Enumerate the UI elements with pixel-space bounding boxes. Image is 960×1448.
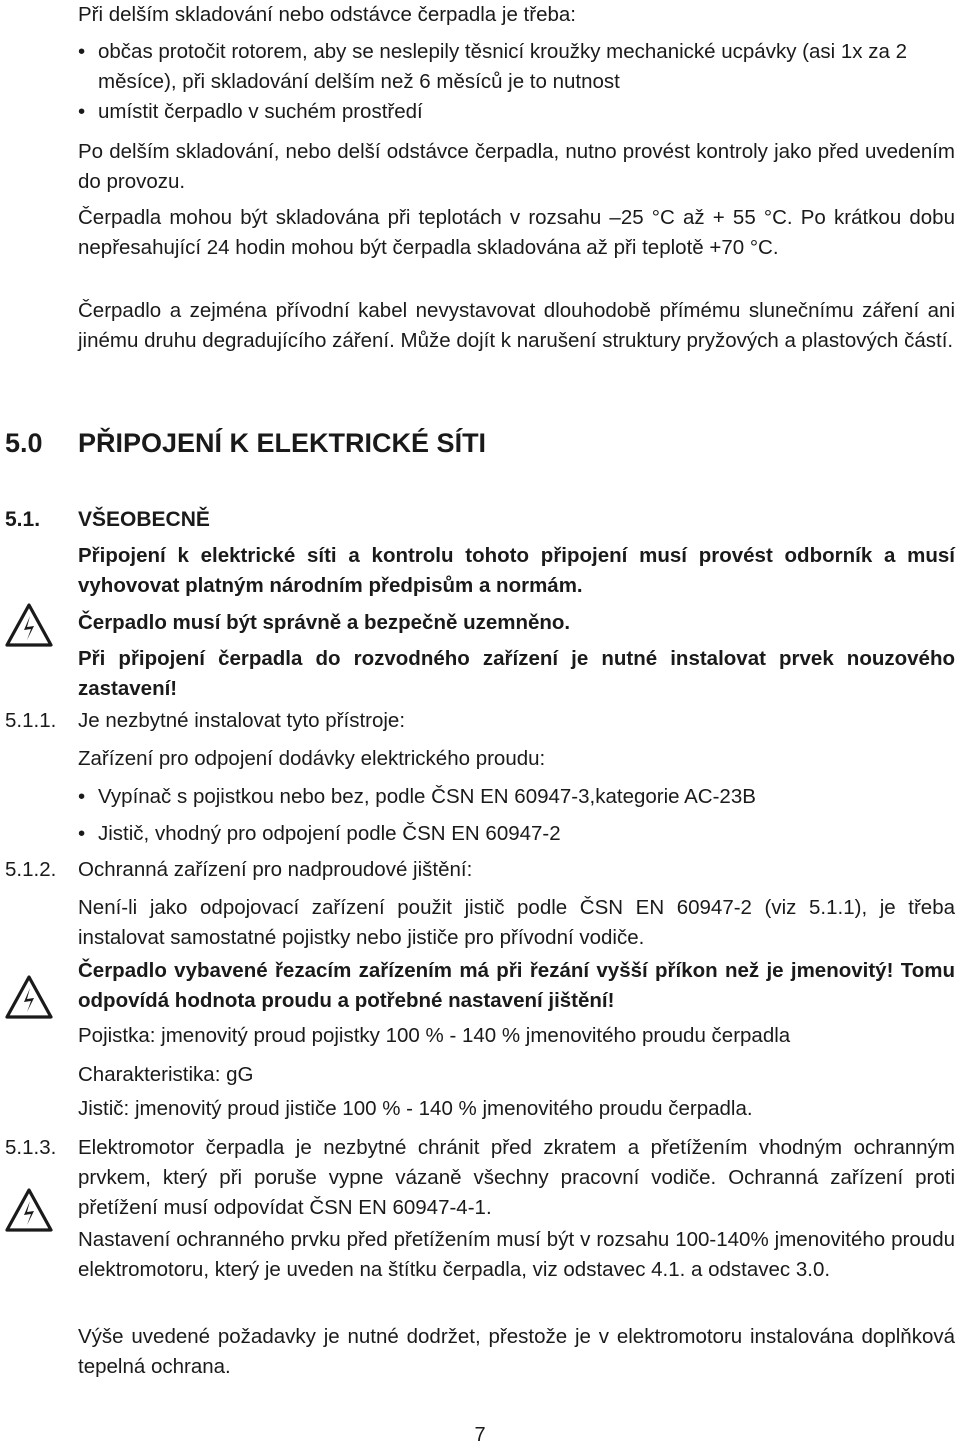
warning-text-qualified: Připojení k elektrické síti a kontrolu tohoto připojení musí provést odborník a musí vyhovovat platným národním předpisům a normám. (78, 544, 955, 597)
fuse-spec: Pojistka: jmenovitý proud pojistky 100 % - 140 % jmenovitého proudu čerpadla (78, 1024, 791, 1047)
disconnect-devices-heading: Zařízení pro odpojení dodávky elektrického proudu: (78, 747, 546, 770)
characteristic-spec: Charakteristika: gG (78, 1063, 254, 1086)
bullet-icon: • (78, 785, 86, 808)
list-item (78, 782, 955, 812)
subsection-number: 5.1.2. (5, 858, 57, 881)
subsection-number: 5.1.3. (5, 1136, 57, 1159)
page-number: 7 (474, 1424, 486, 1446)
warning-text-cutting-device: Čerpadlo vybavené řezacím zařízením má při řezání vyšší příkon než je jmenovitý! Tomu odpovídá hodnota proudu a potřebné nastavení jištění! (78, 959, 955, 1012)
subsection-number: 5.1. (5, 508, 41, 531)
protection-setting-para: Nastavení ochranného prvku před přetížením musí být v rozsahu 100-140% jmenovitého proudu elektromotoru, který je uveden na štítku čerpadla, viz odstavec 4.1. a odstavec 3.0. (78, 1228, 955, 1281)
storage-para-1: Po delším skladování, nebo delší odstávce čerpadla, nutno provést kontroly jako před uvedením do provozu. (78, 140, 955, 193)
storage-intro: Při delším skladování nebo odstávce čerpadla je třeba: (78, 3, 576, 26)
thermal-protection-para: Výše uvedené požadavky je nutné dodržet, přestože je v elektromotoru instalována doplňková tepelná ochrana. (78, 1325, 955, 1378)
breaker-spec: Jistič: jmenovitý proud jističe 100 % - 140 % jmenovitého proudu čerpadla. (78, 1097, 753, 1120)
device-bullet-1: Vypínač s pojistkou nebo bez, podle ČSN EN 60947-3,kategorie AC-23B (98, 785, 756, 808)
warning-text-emergency-stop: Při připojení čerpadla do rozvodného zařízení je nutné instalovat prvek nouzového zastavení! (78, 647, 955, 700)
bullet-icon: • (78, 822, 86, 845)
list-item (78, 37, 955, 97)
list-item (78, 819, 955, 849)
section-number: 5.0 (5, 428, 43, 458)
subsection-number: 5.1.1. (5, 709, 57, 732)
section-title: PŘIPOJENÍ K ELEKTRICKÉ SÍTI (78, 428, 487, 458)
storage-bullet-2: umístit čerpadlo v suchém prostředí (98, 100, 423, 123)
storage-para-3: Čerpadlo a zejména přívodní kabel nevystavovat dlouhodobě přímému slunečnímu záření ani jinému druhu degradujícího záření. Může dojít k narušení struktury pryžových a plastových částí. (78, 299, 955, 352)
subsection-title: Ochranná zařízení pro nadproudové jištění: (78, 858, 473, 881)
overcurrent-para: Není-li jako odpojovací zařízení použit jistič podle ČSN EN 60947-2 (viz 5.1.1), je třeba instalovat samostatné pojistky nebo jističe pro přívodní vodiče. (78, 896, 955, 949)
subsection-title: Je nezbytné instalovat tyto přístroje: (78, 709, 406, 732)
bullet-icon: • (78, 40, 86, 63)
storage-para-2: Čerpadla mohou být skladována při teplotách v rozsahu –25 °C až + 55 °C. Po krátkou dobu nepřesahující 24 hodin mohou být čerpadla skladována až při teplotě +70 °C. (78, 206, 955, 259)
high-voltage-warning-icon (4, 1187, 54, 1233)
list-item (78, 97, 955, 127)
high-voltage-warning-icon (4, 602, 54, 648)
motor-protection-para: Elektromotor čerpadla je nezbytné chránit před zkratem a přetížením vhodným ochranným prvkem, který při poruše vypne vázaně všechny pracovní vodiče. Ochranná zařízení proti přetížení musí odpovídat ČSN EN 60947-4-1. (78, 1136, 955, 1219)
device-bullet-2: Jistič, vhodný pro odpojení podle ČSN EN 60947-2 (98, 822, 561, 845)
high-voltage-warning-icon (4, 974, 54, 1020)
storage-bullet-1: občas protočit rotorem, aby se neslepily těsnicí kroužky mechanické ucpávky (asi 1x za 2 měsíce), při skladování delším než 6 měsíců je to nutnost (98, 40, 907, 93)
warning-text-grounding: Čerpadlo musí být správně a bezpečně uzemněno. (78, 611, 571, 634)
subsection-title: VŠEOBECNĚ (78, 508, 210, 531)
bullet-icon: • (78, 100, 86, 123)
